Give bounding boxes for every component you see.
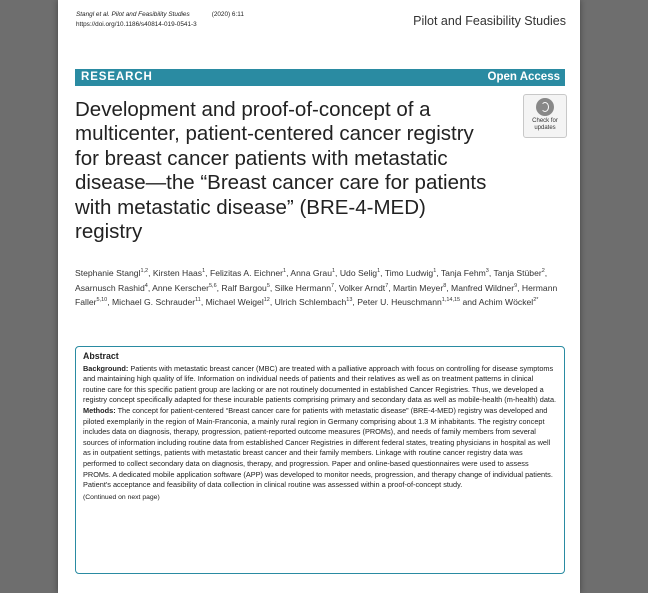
crossmark-icon	[536, 98, 554, 116]
author-affiliation[interactable]: 13	[346, 297, 353, 304]
author-name[interactable]: Ulrich Schlembach	[274, 297, 347, 308]
methods-text: The concept for patient-centered “Breast cancer care for patients with metastatic disease” (BRE-4-MED) registry was developed and piloted exemplarily in the region of Main-Franconia, a mainly rural region in Germany comprising about 1.3 M inhabitants. The registry concept includes data on diagnosis, therapy, progression, patient-reported outcome measures (PROMs), and needs of family members from several sources of information including routine data from established Cancer Registries in different federal states, treating physicians in hospital as well as in outpatient settings, patients with metastatic breast cancer and their family members. Linkage with routine cancer registry data was performed to collect secondary data on diagnosis, therapy, and progression. Paper and online-based questionnaires were used to assess PROMs. A dedicated mobile application software (APP) was developed to monitor needs, progression, and therapy change of individual patients. Patient's acceptance and feasibility of data collection in clinical routine was assessed within a proof-of-concept study.	[83, 405, 553, 490]
author-affiliation[interactable]: 12	[263, 297, 270, 304]
article-type: RESEARCH	[81, 71, 153, 83]
methods-label: Methods:	[83, 405, 116, 415]
authors-connector: and	[462, 297, 477, 308]
author-affiliation[interactable]: 9	[514, 282, 518, 289]
author-name[interactable]: Peter U. Heuschmann	[357, 297, 442, 308]
author-affiliation[interactable]: 1	[283, 268, 287, 274]
author-affiliation[interactable]: 5	[266, 282, 270, 289]
author-name[interactable]: Anna Grau	[290, 268, 332, 278]
badge-line1: Check for	[532, 118, 558, 124]
abstract-heading: Abstract	[83, 351, 119, 361]
author-affiliation[interactable]: 1	[377, 268, 381, 274]
author-name[interactable]: Tanja Stüber	[493, 268, 542, 278]
open-access-label: Open Access	[487, 71, 560, 83]
author-name[interactable]: Silke Hermann	[274, 282, 332, 293]
author-name[interactable]: Michael G. Schrauder	[112, 297, 196, 308]
journal-name: Pilot and Feasibility Studies	[413, 14, 566, 28]
author-name[interactable]: Volker Arndt	[338, 282, 386, 293]
author-affiliation[interactable]: 1,2	[140, 268, 149, 274]
doi-link[interactable]: https://doi.org/10.1186/s40814-019-0541-3	[76, 20, 197, 28]
author-affiliation[interactable]: 5,6	[208, 282, 217, 289]
author-name[interactable]: Ralf Bargou	[221, 282, 267, 293]
author-name[interactable]: Felizitas A. Eichner	[209, 268, 284, 278]
background-text: Patients with metastatic breast cancer (MBC) are treated with a palliative approach with focus on controlling for disease symptoms and maintaining high quality of life. Information on individual needs of patients and their relatives as well as on treatment patterns in clinical routine care for this specific patient group are lacking or are not routinely documented in established Cancer Registries. Thus, we developed a registry concept specifically adapted for these incurable patients comprising primary and secondary data as well as mobile-health (m-health) data.	[83, 363, 557, 405]
author-name[interactable]: Achim Wöckel	[478, 297, 534, 308]
author-affiliation[interactable]: 4	[144, 282, 148, 289]
author-affiliation[interactable]: 5,10	[96, 297, 108, 304]
author-affiliation[interactable]: 1	[202, 268, 206, 274]
article-page	[58, 0, 580, 593]
section-bar	[75, 69, 565, 86]
author-affiliation[interactable]: 3	[485, 268, 489, 274]
background-label: Background:	[83, 363, 129, 373]
author-name[interactable]: Manfred Wildner	[451, 282, 515, 293]
author-affiliation[interactable]: 1	[433, 268, 437, 274]
author-name[interactable]: Anne Kerscher	[152, 282, 209, 293]
badge-line2: updates	[534, 124, 556, 131]
author-name[interactable]: Asarnusch Rashid	[75, 282, 145, 293]
author-name[interactable]: Hermann Faller	[75, 282, 558, 308]
author-name[interactable]: Udo Selig	[339, 268, 378, 278]
author-name[interactable]: Stephanie Stangl	[75, 268, 141, 278]
abstract-box	[75, 346, 565, 574]
author-affiliation[interactable]: 2*	[533, 297, 539, 304]
author-name[interactable]: Michael Weigel	[205, 297, 264, 308]
check-for-updates-button[interactable]	[523, 94, 567, 138]
author-affiliation[interactable]: 8	[443, 282, 447, 289]
author-affiliation[interactable]: 1,14,15	[441, 297, 461, 304]
author-affiliation[interactable]: 11	[195, 297, 201, 304]
author-affiliation[interactable]: 7	[385, 282, 389, 289]
article-title: Development and proof-of-concept of a multicenter, patient-centered cancer registry for breast cancer patients with metastatic disease—the “Breast cancer care for patients with metastatic disease” (BRE-4-MED) registry	[75, 98, 487, 244]
methods-paragraph	[83, 406, 557, 491]
citation-year: (2020) 6:11	[211, 11, 244, 18]
author-list: Stephanie Stangl$^{1,2}$, Kirsten Haas$^1$, Felizitas A. Eichner$^1$, Anna Grau$^1$, Udo Selig$^1$, Timo Ludwig$^1$, Tanja Fehm$^3$, Tanja Stüber$^2$, Asarnusch Rashid$^4$, Anne Kerscher$^{5,6}$, Ralf Bargou$^5$, Silke Hermann$^7$, Volker Arndt$^7$, Martin Meyer$^8$, Manfred Wildner$^9$, Hermann Faller$^{5,10}$, Michael G. Schrauder$^{11}$, Michael Weigel$^{12}$, Ulrich Schlembach$^{13}$, Peter U. Heuschmann$^{1,14,15}$ and Achim Wöckel$^{2*}$	[75, 268, 558, 308]
background-paragraph	[83, 364, 557, 406]
continued-note: (Continued on next page)	[83, 493, 160, 501]
author-name[interactable]: Timo Ludwig	[384, 268, 434, 278]
author-affiliation[interactable]: 1	[331, 268, 336, 274]
author-name[interactable]: Kirsten Haas	[152, 268, 203, 278]
citation-authors: Stangl et al. Pilot and Feasibility Studies	[76, 11, 190, 18]
citation-block	[76, 10, 244, 29]
author-name[interactable]: Tanja Fehm	[440, 268, 486, 278]
author-affiliation[interactable]: 7	[331, 282, 335, 289]
author-affiliation[interactable]: 2	[541, 268, 545, 274]
author-name[interactable]: Martin Meyer	[393, 282, 444, 293]
